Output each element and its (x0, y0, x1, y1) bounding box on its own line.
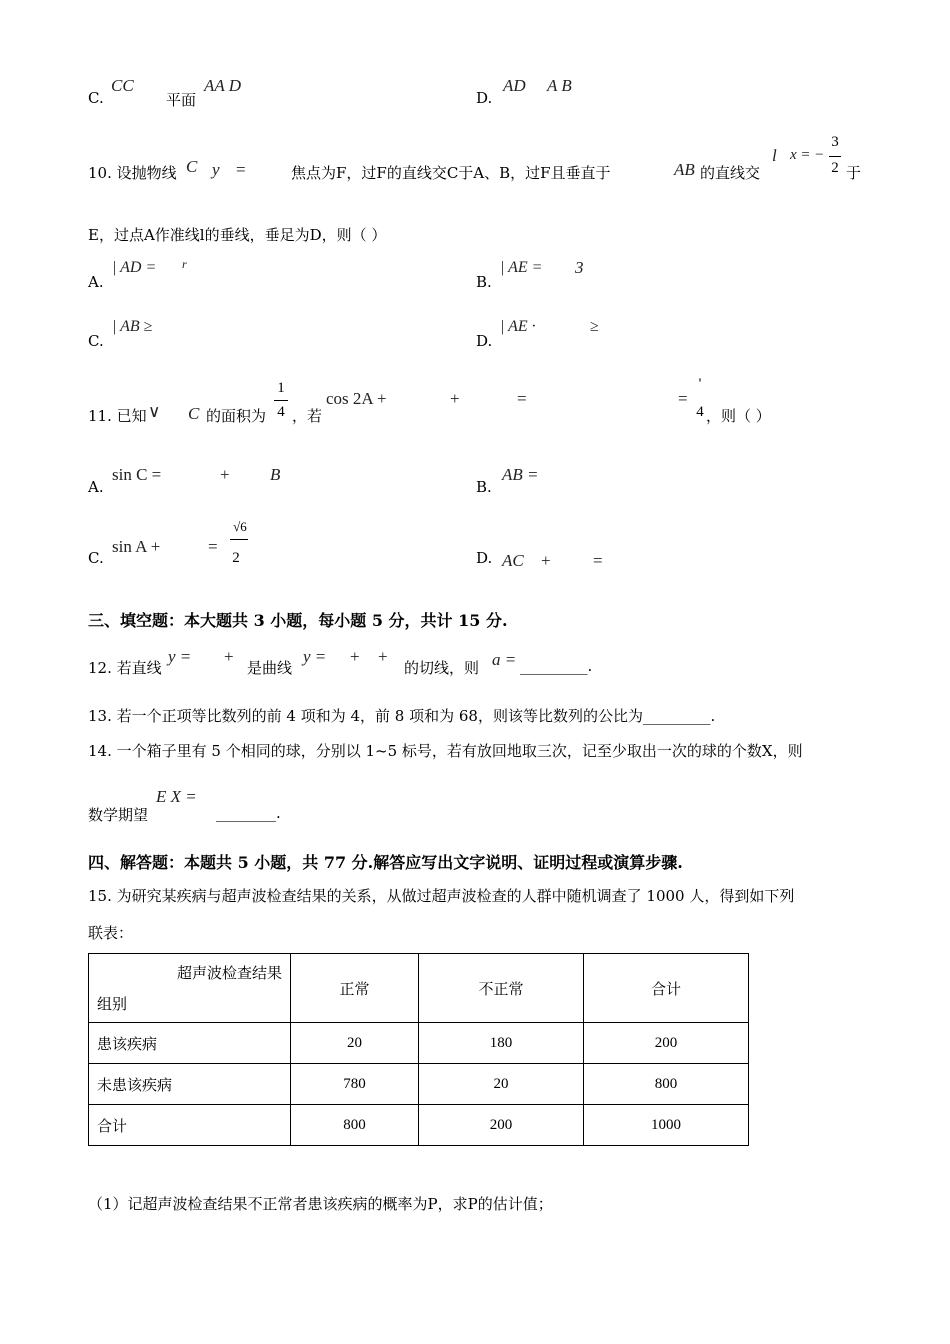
table-row (89, 1023, 749, 1064)
q11-text2: ，若 (292, 407, 323, 425)
q11-option-c-label: C. (88, 549, 104, 567)
q14-line2-text: 数学期望 (88, 806, 149, 824)
table-row (89, 1064, 749, 1105)
q10-frac-num: 3 (831, 134, 839, 150)
q12-math3: a = (492, 650, 517, 669)
table-header-row (89, 954, 749, 1023)
q12-text2: 的切线，则 (404, 659, 480, 677)
table-header-bottom-label: 组别 (97, 997, 128, 1013)
q9-option-c-math2: AA D (204, 76, 241, 95)
table-cell: 180 (419, 1023, 584, 1064)
q14-line1: 14. 一个箱子里有 5 个相同的球，分别以 1~5 标号，若有放回地取三次，记至少取出一次的球的个数X，则 (88, 742, 803, 760)
table-cell: 200 (584, 1023, 749, 1064)
q10-option-d-math: | AE · (500, 318, 536, 335)
q9-option-d-label: D. (476, 89, 493, 107)
table-cell: 1000 (584, 1105, 749, 1146)
q11-option-c-frac-den: 2 (232, 550, 240, 566)
q10-math-c: C (186, 157, 198, 176)
q9-option-d-math: AD (503, 76, 526, 95)
q10-option-d-tail: ≥ (590, 318, 599, 335)
table-column-header: 正常 (291, 954, 419, 1023)
table-column-header: 不正常 (419, 954, 584, 1023)
q11-plus: + (450, 389, 460, 408)
q12-prefix: 12. 若直线 (88, 659, 162, 677)
q14-blank: ________. (216, 804, 281, 822)
q11-text3: ，则（ ） (706, 407, 771, 425)
q11-frac2-num: ' (698, 376, 702, 392)
table-row-label: 未患该疾病 (89, 1064, 291, 1105)
table-row-label: 合计 (89, 1105, 291, 1146)
q11-option-b-math: AB = (502, 465, 539, 484)
q10-text2: 的直线交 (700, 164, 761, 182)
q10-option-b-label: B. (476, 273, 492, 291)
q10-math-y: y (212, 160, 220, 179)
q10-frac-bar (829, 156, 841, 157)
q11-option-c-math: sin A + (112, 537, 161, 556)
q10-line2: E，过点A作准线l的垂线，垂足为D，则（ ） (88, 226, 387, 244)
q11-option-a-b: B (270, 465, 281, 484)
q11-triangle: ∨ (148, 402, 161, 421)
q11-math-cos: cos 2A + (326, 389, 387, 408)
table-cell: 200 (419, 1105, 584, 1146)
q12-blank: _________. (520, 657, 593, 675)
q12-plus3: + (378, 647, 388, 666)
q11-option-d-eq: = (593, 551, 603, 570)
q10-option-c-math: | AB ≥ (112, 318, 153, 335)
contingency-table (88, 953, 749, 1146)
q9-option-c-label: C. (88, 89, 104, 107)
table-header-top-label: 超声波检查结果 (176, 966, 282, 982)
q15-line2: 联表： (88, 924, 134, 942)
q11-frac-num: 1 (277, 380, 285, 396)
q10-math-l: l (772, 146, 777, 165)
q10-option-b-math: | AE = (500, 259, 543, 276)
table-cell: 800 (584, 1064, 749, 1105)
q11-eq2: = (678, 389, 688, 408)
q15-line1: 15. 为研究某疾病与超声波检查结果的关系，从做过超声波检查的人群中随机调查了 1000 人，得到如下列 (88, 887, 795, 905)
q10-option-b-tail: 3 (575, 258, 584, 277)
q10-math-eq: = (236, 160, 246, 179)
q10-option-c-label: C. (88, 332, 104, 350)
table-cell: 800 (291, 1105, 419, 1146)
q14-math: E X = (156, 787, 197, 806)
q12-text1: 是曲线 (247, 659, 293, 677)
q10-option-a-label: A. (88, 273, 104, 291)
q11-math-c: C (188, 404, 200, 423)
q12-plus2: + (350, 647, 360, 666)
table-cell: 780 (291, 1064, 419, 1105)
q11-option-a-math: sin C = (112, 465, 162, 484)
q11-frac2-den: 4 (696, 404, 704, 420)
q11-option-a-label: A. (88, 478, 104, 496)
q10-option-d-label: D. (476, 332, 493, 350)
table-column-header: 合计 (584, 954, 749, 1023)
q10-option-a-math: | AD = (112, 259, 157, 276)
q10-text3: 于 (846, 164, 862, 182)
q11-option-a-plus: + (220, 465, 230, 484)
q9-option-d-math2: A B (547, 76, 572, 95)
q12-math1: y = (168, 647, 192, 666)
q11-option-b-label: B. (476, 478, 492, 496)
q13-text: 13. 若一个正项等比数列的前 4 项和为 4，前 8 项和为 68，则该等比数列的公比为_________. (88, 707, 716, 725)
q15-sub1: （1）记超声波检查结果不正常者患该疾病的概率为P，求P的估计值； (88, 1195, 553, 1213)
q10-text1: 焦点为F，过F的直线交C于A、B，过F且垂直于 (291, 164, 611, 182)
q10-option-a-tail: r (182, 257, 187, 271)
table-header-diagonal-cell (89, 954, 291, 1023)
q12-plus1: + (224, 647, 234, 666)
q10-math-x: x = − (790, 147, 825, 163)
q11-prefix: 11. 已知 (88, 407, 147, 425)
q11-frac-bar (274, 400, 288, 401)
q11-option-c-frac-num: √6 (233, 519, 247, 534)
q11-eq: = (517, 389, 527, 408)
q11-frac-den: 4 (277, 404, 285, 420)
q11-option-d-math: AC (502, 551, 524, 570)
q9-option-c-math: CC (111, 76, 134, 95)
q11-text1: 的面积为 (206, 407, 267, 425)
q11-option-c-frac-bar (230, 539, 248, 540)
q10-prefix: 10. 设抛物线 (88, 164, 177, 182)
q12-math2: y = (303, 647, 327, 666)
section-3-heading: 三、填空题：本大题共 3 小题，每小题 5 分，共计 15 分. (88, 611, 508, 630)
q11-option-d-label: D. (476, 549, 493, 567)
q10-frac-den: 2 (831, 160, 839, 176)
table-cell: 20 (291, 1023, 419, 1064)
q9-option-c-text: 平面 (166, 91, 197, 109)
q10-math-ab: AB (674, 160, 695, 179)
section-4-heading: 四、解答题：本题共 5 小题，共 77 分.解答应写出文字说明、证明过程或演算步骤. (88, 853, 683, 872)
q11-option-c-eq: = (208, 537, 218, 556)
table-cell: 20 (419, 1064, 584, 1105)
q11-option-d-plus: + (541, 551, 551, 570)
table-row-label: 患该疾病 (89, 1023, 291, 1064)
table-row (89, 1105, 749, 1146)
